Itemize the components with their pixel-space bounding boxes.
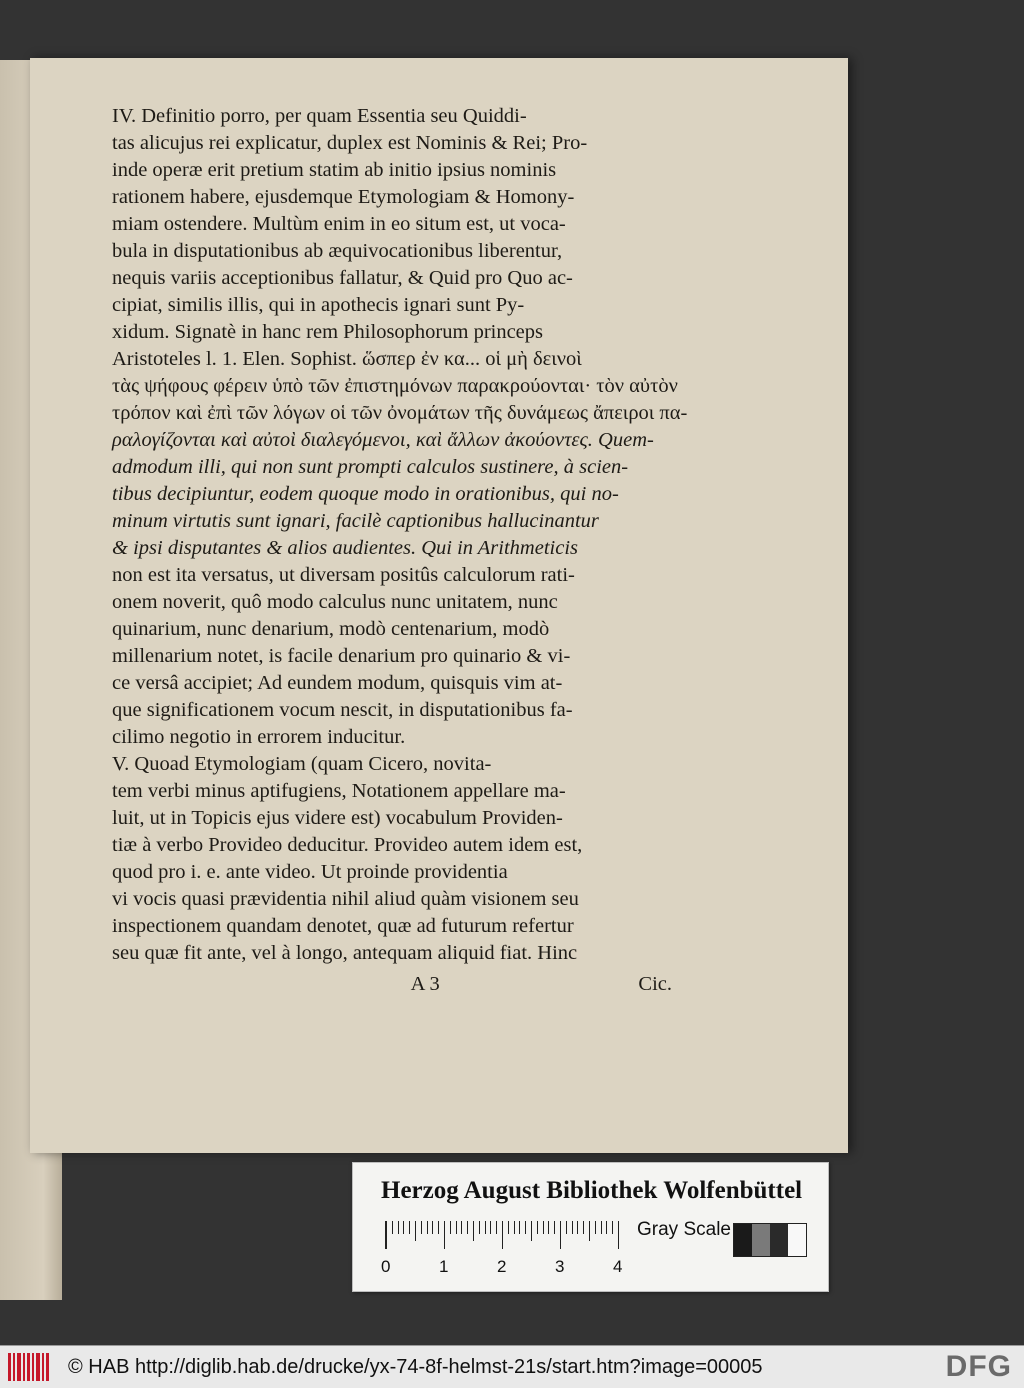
ruler-tick [403,1221,404,1234]
footer-bar [0,1345,1024,1388]
text-line: ραλογίζονται καὶ αὐτοὶ διαλεγόμενοι, καὶ ἄλλων ἀκούοντες. Quem- [112,429,654,451]
catchword: Cic. [638,973,672,995]
signature-row [112,971,692,998]
ruler-tick [473,1221,474,1241]
text-line: bula in disputationibus ab æquivocationibus liberentur, [112,240,563,262]
ruler-tick [421,1221,422,1234]
text-line: millenarium notet, is facile denarium pro quinario & vi- [112,645,571,667]
text-line: & ipsi disputantes & alios audientes. Qui in Arithmeticis [112,537,578,559]
text-line: τρόπον καὶ ἐπὶ τῶν λόγων οἱ τῶν ὀνομάτων τῆς δυνάμεως ἄπειροι πα- [112,402,688,424]
ruler-number: 1 [439,1257,449,1276]
text-line: Aristoteles l. 1. Elen. Sophist. ὥσπερ ἐν κα... οἱ μὴ δεινοὶ [112,348,582,370]
ruler-tick [456,1221,457,1234]
ruler-tick [496,1221,497,1234]
text-line: IV. Definitio porro, per quam Essentia seu Quiddi- [112,105,527,127]
ruler-tick [508,1221,509,1234]
text-line: inde operæ erit pretium statim ab initio ipsius nominis [112,159,557,181]
text-line: luit, ut in Topicis ejus videre est) vocabulum Providen- [112,807,563,829]
ruler-tick [601,1221,602,1234]
ruler-tick [409,1221,410,1234]
ruler-tick [548,1221,549,1234]
ruler-tick [438,1221,439,1234]
text-line: nequis variis acceptionibus fallatur, & Quid pro Quo ac- [112,267,573,289]
text-line: V. Quoad Etymologiam (quam Cicero, novita- [112,753,492,775]
ruler-tick [543,1221,544,1234]
text-line: cilimo negotio in errorem inducitur. [112,726,406,748]
ruler-tick [514,1221,515,1234]
ruler-tick [606,1221,607,1234]
text-line: tibus decipiuntur, eodem quoque modo in orationibus, qui no- [112,483,619,505]
ruler-tick [618,1221,619,1249]
ruler-tick [577,1221,578,1234]
dfg-logo: DFG [945,1350,1012,1383]
text-line: seu quæ fit ante, vel à longo, antequam aliquid fiat. Hinc [112,942,578,964]
ruler-tick [531,1221,532,1241]
color-reference-card [352,1162,829,1292]
ruler-tick [490,1221,491,1234]
text-line: inspectionem quandam denotet, quæ ad futurum refertur [112,915,574,937]
ruler-tick [566,1221,567,1234]
ruler-tick [427,1221,428,1234]
ruler-tick [560,1221,561,1249]
book-page [30,58,848,1153]
ruler-tick [461,1221,462,1234]
ruler-tick [502,1221,503,1249]
text-line: miam ostendere. Multùm enim in eo situm est, ut voca- [112,213,566,235]
scale-ruler [381,1221,626,1276]
text-line: admodum illi, qui non sunt prompti calculos sustinere, à scien- [112,456,629,478]
ruler-tick [479,1221,480,1234]
grayscale-label: Gray Scale [637,1219,731,1240]
ruler-number: 4 [613,1257,623,1276]
text-line: ce versâ accipiet; Ad eundem modum, quisquis vim at- [112,672,563,694]
ruler-tick [554,1221,555,1234]
ruler-tick [386,1221,387,1249]
text-line: que significationem vocum nescit, in disputationibus fa- [112,699,573,721]
text-line: cipiat, similis illis, qui in apothecis ignari sunt Py- [112,294,525,316]
signature-mark: A 3 [410,973,440,995]
ruler-tick [525,1221,526,1234]
ruler-number: 3 [555,1257,565,1276]
ruler-tick [589,1221,590,1241]
ruler-tick [572,1221,573,1234]
text-line: rationem habere, ejusdemque Etymologiam & Homony- [112,186,575,208]
ruler-tick [583,1221,584,1234]
hab-logo-icon [8,1353,54,1381]
ruler-number: 0 [381,1257,391,1276]
text-line: tiæ à verbo Provideo deducitur. Provideo autem idem est, [112,834,583,856]
ruler-tick [485,1221,486,1234]
grayscale-swatch [733,1223,807,1257]
ruler-tick [398,1221,399,1234]
text-line: quod pro i. e. ante video. Ut proinde providentia [112,861,508,883]
text-line: tem verbi minus aptifugiens, Notationem appellare ma- [112,780,566,802]
ruler-tick [444,1221,445,1249]
copyright-link[interactable]: © HAB http://diglib.hab.de/drucke/yx-74-8f-helmst-21s/start.htm?image=00005 [68,1355,763,1378]
library-name: Herzog August Bibliothek Wolfenbüttel [381,1177,803,1204]
text-line: vi vocis quasi prævidentia nihil aliud quàm visionem seu [112,888,579,910]
text-line: τὰς ψήφους φέρειν ὑπὸ τῶν ἐπιστημόνων παρακρούονται· τὸν αὐτὸν [112,375,678,397]
text-line: non est ita versatus, ut diversam positûs calculorum rati- [112,564,575,586]
ruler-tick [519,1221,520,1234]
text-line: quinarium, nunc denarium, modò centenarium, modò [112,618,550,640]
text-line: xidum. Signatè in hanc rem Philosophorum princeps [112,321,544,343]
ruler-tick [392,1221,393,1234]
text-line: minum virtutis sunt ignari, facilè captionibus hallucinantur [112,510,599,532]
ruler-tick [612,1221,613,1234]
text-line: tas alicujus rei explicatur, duplex est Nominis & Rei; Pro- [112,132,588,154]
ruler-tick [415,1221,416,1241]
ruler-tick [467,1221,468,1234]
ruler-tick [432,1221,433,1234]
page-text-block [112,103,692,998]
ruler-tick [450,1221,451,1234]
text-line: onem noverit, quô modo calculus nunc unitatem, nunc [112,591,558,613]
ruler-number: 2 [497,1257,507,1276]
ruler-tick [537,1221,538,1234]
ruler-tick [595,1221,596,1234]
